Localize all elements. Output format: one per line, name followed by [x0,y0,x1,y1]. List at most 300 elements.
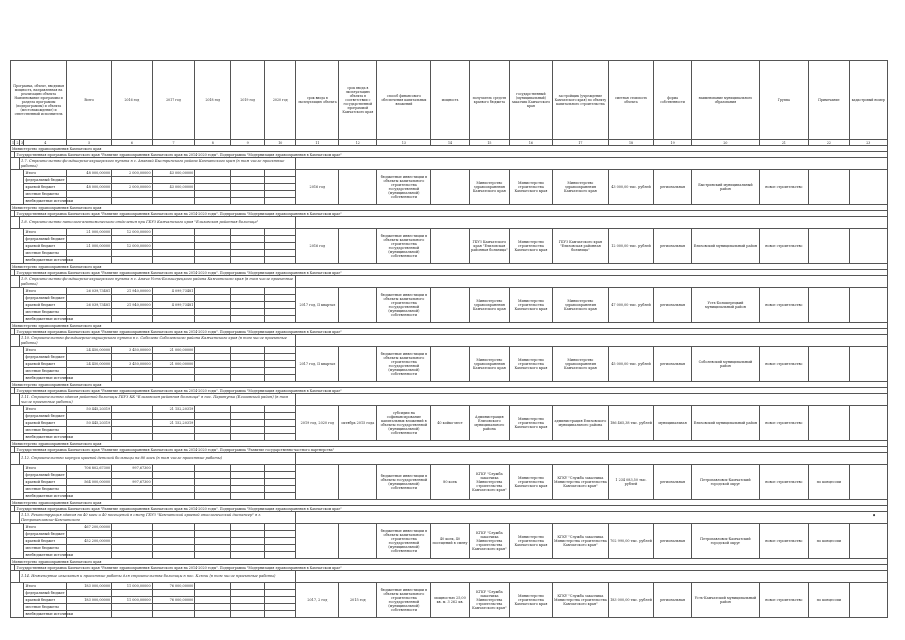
amount-cell [195,191,231,198]
ownership-form: региональная [653,583,691,618]
amount-cell [67,354,112,361]
amount-cell [231,531,265,538]
amount-cell [231,302,265,309]
municipality: Петропавловск-Камчатский городской округ [692,524,759,559]
object-title: 1.10. Строительство фельдшерско-акушерского пункта в с. Соболево Соболевского района Камчатского края (в том числе проектные работы) [19,335,296,347]
margin-mark: • [872,512,877,520]
amount-cell [152,434,195,441]
finance-label: краевой бюджет [24,479,67,486]
amount-cell [265,531,296,538]
object-title: 1.9. Строительство фельдшерско-акушерского пункта в с. Апача Усть-Большерецкого района Камчатского края (в том числе проектные работы) [19,276,296,288]
amount-cell [265,604,296,611]
commission-year: 2017, 2 год [296,583,339,618]
finance-method: бюджетные инвестиции в объекты капитального строительства государственной (муниципальной) собственности [377,288,431,323]
amount-cell [67,257,112,264]
amount-cell: 26 039,73481 [67,288,112,295]
finance-label: местные бюджеты [24,604,67,611]
header-cell: кадастровый номер [849,61,887,140]
amount-cell [231,170,265,177]
developer: Министерство здравоохранения Камчатского края [552,288,608,323]
amount-cell [265,413,296,420]
amount-cell [231,229,265,236]
amount-cell: 11 000,00000 [112,583,152,590]
cadastral-number [849,465,887,500]
finance-label: внебюджетные источники [25,258,73,262]
cadastral-number [849,170,887,205]
investment-table [10,60,888,618]
column-number: 6 [112,140,152,146]
amount-cell [265,465,296,472]
amount-cell [265,493,296,500]
indent-cell [11,465,24,500]
amount-cell: 21 152,20319 [152,420,195,427]
amount-cell [265,184,296,191]
commission-year [296,465,339,500]
amount-cell: 452 200,00000 [67,538,112,545]
commission-year [296,524,339,559]
amount-cell: 24 450,00000 [67,347,112,354]
object-group: новое строительство [759,347,808,382]
amount-cell [152,611,195,618]
indent-cell [11,170,24,205]
amount-cell: 50 445,20319 [67,420,112,427]
note [809,288,849,323]
amount-cell [152,472,195,479]
amount-cell [152,545,195,552]
amount-cell [152,590,195,597]
amount-cell [195,524,231,531]
amount-cell: 21 000,00000 [67,243,112,250]
amount-cell [195,479,231,486]
amount-cell [67,191,112,198]
finance-row [11,524,888,531]
capacity: мощностью 25,00 кв. м. 3 262 кв. [431,583,469,618]
amount-cell: 76 000,00000 [152,583,195,590]
header-cell: застройщик (учреждение Камчатского края) по объекту капитального строительства [552,61,608,140]
finance-label: краевой бюджет [24,184,67,191]
amount-cell [231,604,265,611]
header-cell: сметная стоимость объекта [609,61,654,140]
finance-label: краевой бюджет [24,597,67,604]
amount-cell [265,316,296,323]
estimated-cost: 186 465,38 тыс. рублей [609,406,654,441]
object-group: новое строительство [759,170,808,205]
amount-cell [231,583,265,590]
amount-cell [231,309,265,316]
amount-cell [265,406,296,413]
amount-cell [231,198,265,205]
note [809,229,849,264]
plan-date [339,524,377,559]
amount-cell [231,361,265,368]
amount-cell: 21 000,00000 [152,347,195,354]
amount-cell [265,583,296,590]
object-row [11,512,888,524]
spacer-cell [11,453,20,465]
state-customer: Министерство строительства Камчатского края [510,288,553,323]
finance-label: Итого [24,465,67,472]
amount-cell [195,302,231,309]
note: по концессии [809,465,849,500]
amount-cell: 3 450,00000 [112,347,152,354]
header-cell: Группа [759,61,808,140]
amount-cell [195,611,231,618]
header-cell: срок ввода в эксплуатацию объекта [296,61,339,140]
amount-cell [112,611,152,618]
program-title: Государственная программа Камчатского края "Развитие здравоохранения Камчатского края на 2014-2020 годы". Подпрограмма "Модернизация здравоохранения в Камчатском крае" [15,270,888,276]
amount-cell [231,316,265,323]
amount-cell [231,236,265,243]
amount-cell [112,604,152,611]
commission-year: 2017 год, II квартал [296,288,339,323]
amount-cell [112,472,152,479]
amount-cell [231,243,265,250]
amount-cell [195,434,231,441]
amount-cell [152,604,195,611]
estimated-cost: 702 990,00 тыс. рублей [609,524,654,559]
amount-cell [231,465,265,472]
amount-cell [152,198,195,205]
finance-label: местные бюджеты [24,250,67,257]
amount-cell [152,295,195,302]
amount-cell: 26 039,73481 [67,302,112,309]
budget-recipient: ГБУЗ Камчатского края "Елизовская районная больница" [469,229,509,264]
finance-label: федеральный бюджет [25,473,65,477]
column-number: 17 [552,140,608,146]
amount-cell [265,198,296,205]
finance-label: местные бюджеты [24,309,67,316]
amount-cell [231,486,265,493]
finance-label: федеральный бюджет [25,296,65,300]
finance-row [11,406,888,413]
amount-cell [265,288,296,295]
amount-cell [195,604,231,611]
finance-label: краевой бюджет [24,538,67,545]
header-cell-object: Программа, объект, вводимая мощность, направленная на реализацию объекта Наименование программы и раздела программы (подпрограммы) и объекта (местонахождение) и ответственный исполнитель [11,61,67,140]
finance-row [11,229,888,236]
spacer-cell [11,158,20,170]
program-title: Государственная программа Камчатского края "Развитие здравоохранения Камчатского края на 2014-2020 годы". Подпрограмма "Модернизация здравоохранения в Камчатском крае" [15,565,888,571]
state-customer: Министерство строительства Камчатского края [510,170,553,205]
object-row [11,571,888,583]
column-number: 16 [510,140,553,146]
amount-cell [231,524,265,531]
amount-cell [152,427,195,434]
amount-cell [152,413,195,420]
municipality: Быстринский муниципальный район [692,170,759,205]
amount-cell [112,375,152,382]
amount-cell [67,309,112,316]
finance-label: федеральный бюджет [25,591,65,595]
amount-cell [195,597,231,604]
estimated-cost: 12 000,00 тыс. рублей [609,229,654,264]
plan-date [339,170,377,205]
commission-year: 2017 год, II квартал [296,347,339,382]
municipality: Елизовский муниципальный район [692,406,759,441]
amount-cell: 706 802,67300 [67,465,112,472]
amount-cell [231,375,265,382]
amount-cell [112,486,152,493]
column-number: 4 [24,140,67,146]
ownership-form: региональная [653,524,691,559]
amount-cell: 467 200,00000 [67,524,112,531]
amount-cell [195,493,231,500]
amount-cell [112,538,152,545]
table-header-row [11,61,888,140]
amount-cell [152,375,195,382]
amount-cell [195,406,231,413]
column-number: 12 [339,140,377,146]
amount-cell [231,538,265,545]
amount-cell [152,368,195,375]
finance-row [11,465,888,472]
amount-cell [112,250,152,257]
column-number: 7 [152,140,195,146]
amount-cell [265,375,296,382]
column-number: 5 [67,140,112,146]
amount-cell [265,295,296,302]
amount-cell [231,295,265,302]
amount-cell [152,552,195,559]
amount-cell [152,243,195,250]
finance-label: внебюджетные источники [25,376,73,380]
object-group: новое строительство [759,583,808,618]
finance-label: Итого [24,229,67,236]
amount-cell [231,479,265,486]
amount-cell [265,229,296,236]
column-number: 13 [377,140,431,146]
amount-cell [195,354,231,361]
indent-cell [11,583,24,618]
amount-cell [195,257,231,264]
finance-label: федеральный бюджет [25,532,65,536]
amount-cell [152,316,195,323]
object-title: 1.12. Строительство корпуса краевой детской больницы на 80 коек (в том числе проектные работы) [19,453,296,465]
spacer-cell [296,217,888,229]
amount-cell: 12 000,00000 [112,229,152,236]
amount-cell [112,257,152,264]
finance-label: краевой бюджет [24,243,67,250]
amount-cell [265,347,296,354]
developer: КГКУ "Служба заказчика Министерства строительства Камчатского края" [552,465,608,500]
column-number: 1 [12,140,15,145]
amount-cell [152,486,195,493]
amount-cell [67,552,112,559]
amount-cell [231,413,265,420]
object-group: новое строительство [759,524,808,559]
amount-cell: 48 000,00000 [67,184,112,191]
state-customer: Министерство строительства Камчатского края [510,465,553,500]
cadastral-number [849,288,887,323]
amount-cell [231,611,265,618]
finance-method: бюджетные инвестиции в объекты капитального строительства государственной (муниципальной) собственности [377,347,431,382]
program-title: Государственная программа Камчатского края "Развитие здравоохранения Камчатского края на 2014-2020 годы". Подпрограмма "Модернизация здравоохранения в Камчатском крае" [15,388,888,394]
finance-label: местные бюджеты [24,486,67,493]
amount-cell [231,406,265,413]
amount-cell [231,597,265,604]
column-number: 2 [16,140,19,145]
finance-row [11,170,888,177]
capacity: 40 коек, 40 посещений в смену [431,524,469,559]
finance-label: внебюджетные источники [25,317,73,321]
amount-cell [231,354,265,361]
amount-cell [265,590,296,597]
amount-cell [67,250,112,257]
amount-cell [231,257,265,264]
indent-cell [11,288,24,323]
ownership-form: региональная [653,170,691,205]
finance-method: бюджетные инвестиции в объекты капитального строительства государственной (муниципальной) собственности [377,170,431,205]
finance-label: федеральный бюджет [25,237,65,241]
amount-cell: 2 000,00000 [112,184,152,191]
column-number: 11 [296,140,339,146]
cadastral-number [849,524,887,559]
header-cell: государственный (муниципальный) заказчик Камчатского края [510,61,553,140]
spacer-cell [11,217,20,229]
amount-cell [265,434,296,441]
amount-cell [231,552,265,559]
cadastral-number [849,229,887,264]
finance-row [11,583,888,590]
amount-cell [195,236,231,243]
note [809,347,849,382]
amount-cell [231,420,265,427]
amount-cell [195,552,231,559]
program-title: Государственная программа Камчатского края "Развитие здравоохранения Камчатского края на 2014-2020 годы". Подпрограмма "Модернизация здравоохранения в Камчатском крае" [15,211,888,217]
finance-label: внебюджетные источники [25,612,73,616]
amount-cell [265,479,296,486]
indent-cell [11,229,24,264]
amount-cell [67,472,112,479]
amount-cell [265,170,296,177]
amount-cell [231,493,265,500]
amount-cell [152,524,195,531]
spacer-cell [296,512,888,524]
object-title: 1.13. Реконструкция здания на 40 коек и 40 посещений в смену ГБУЗ "Камчатский краевой онкологический диспансер" в г. Петропавловске-Камчатском [19,512,296,524]
section-title: Министерство здравоохранения Камчатского края [11,323,888,329]
estimated-cost: 43 000,00 тыс. рублей [609,170,654,205]
header-cell: способ финансового обеспечения капитальных вложений [377,61,431,140]
finance-method: бюджетные инвестиции в объекты капитального строительства государственной (муниципальной) собственности [377,583,431,618]
capacity: 40 койко-мест [431,406,469,441]
amount-cell [112,316,152,323]
column-number: 10 [265,140,296,146]
amount-cell [112,420,152,427]
ownership-form: региональная [653,347,691,382]
finance-label: Итого [24,524,67,531]
amount-cell [67,604,112,611]
program-title: Государственная программа Камчатского края "Развитие здравоохранения Камчатского края на 2014-2020 годы". Подпрограмма "Развитие государственно-частного партнерства" [15,447,888,453]
indent-cell [11,406,24,441]
plan-date [339,288,377,323]
amount-cell [67,493,112,500]
amount-cell [152,538,195,545]
amount-cell [112,493,152,500]
spacer-cell [296,335,888,347]
amount-cell [112,295,152,302]
municipality: Соболевский муниципальный район [692,347,759,382]
amount-cell [231,545,265,552]
finance-label: Итого [24,406,67,413]
amount-cell: 183 000,00000 [67,583,112,590]
finance-label: внебюджетные источники [25,553,73,557]
amount-cell: 21 000,00000 [67,229,112,236]
header-cell: Примечание [809,61,849,140]
plan-date [339,347,377,382]
capacity [431,347,469,382]
amount-cell [195,170,231,177]
amount-cell [265,368,296,375]
amount-cell: 43 000,00000 [152,170,195,177]
amount-cell [195,375,231,382]
budget-recipient: КГКУ "Служба заказчика Министерства строительства Камчатского края" [469,465,509,500]
amount-cell [152,309,195,316]
amount-cell [112,545,152,552]
cadastral-number [849,583,887,618]
amount-cell: 21 940,00000 [112,302,152,309]
amount-cell [195,288,231,295]
municipality: Усть-Большерецкий муниципальный район [692,288,759,323]
amount-cell [265,302,296,309]
column-number: 8 [195,140,231,146]
budget-recipient: Министерство здравоохранения Камчатского края [469,170,509,205]
amount-cell [152,191,195,198]
estimated-cost: 47 000,00 тыс. рублей [609,288,654,323]
ownership-form: региональная [653,229,691,264]
spacer-cell [11,512,20,524]
capacity: 80 коек [431,465,469,500]
budget-recipient: КГКУ "Служба заказчика Министерства строительства Камчатского края" [469,583,509,618]
object-row [11,276,888,288]
amount-cell [195,427,231,434]
amount-cell [112,177,152,184]
column-number: 20 [692,140,759,146]
amount-cell [67,375,112,382]
amount-cell: 21 940,00000 [112,288,152,295]
finance-label: местные бюджеты [24,545,67,552]
indent-cell [11,524,24,559]
finance-label: краевой бюджет [24,302,67,309]
commission-year: 2016 год [296,170,339,205]
amount-cell [195,295,231,302]
amount-cell [152,354,195,361]
budget-recipient: Министерство здравоохранения Камчатского края [469,347,509,382]
commission-year: 2019 год, 2020 год [296,406,339,441]
section-title: Министерство здравоохранения Камчатского края [11,205,888,211]
amount-cell [231,368,265,375]
amount-cell [112,427,152,434]
finance-label: федеральный бюджет [25,178,65,182]
section-title: Министерство здравоохранения Камчатского края [11,559,888,565]
amount-cell [112,413,152,420]
amount-cell [112,191,152,198]
amount-cell [67,316,112,323]
finance-label: внебюджетные источники [25,494,73,498]
column-number: 15 [469,140,509,146]
amount-cell [152,257,195,264]
cadastral-number [849,347,887,382]
amount-cell [67,434,112,441]
header-cell: 2020 год [265,61,296,140]
amount-cell [195,361,231,368]
section-title: Министерство здравоохранения Камчатского края [11,441,888,447]
amount-cell [195,368,231,375]
spacer-cell [11,276,20,288]
amount-cell [265,420,296,427]
amount-cell [265,552,296,559]
object-title: 1.11. Строительство здания районной больницы ГБУЗ КК "Елизовская районная больница" в пос. Паратунка (Елизовский район) (в том числе проектные работы) [19,394,296,406]
finance-label: краевой бюджет [24,361,67,368]
